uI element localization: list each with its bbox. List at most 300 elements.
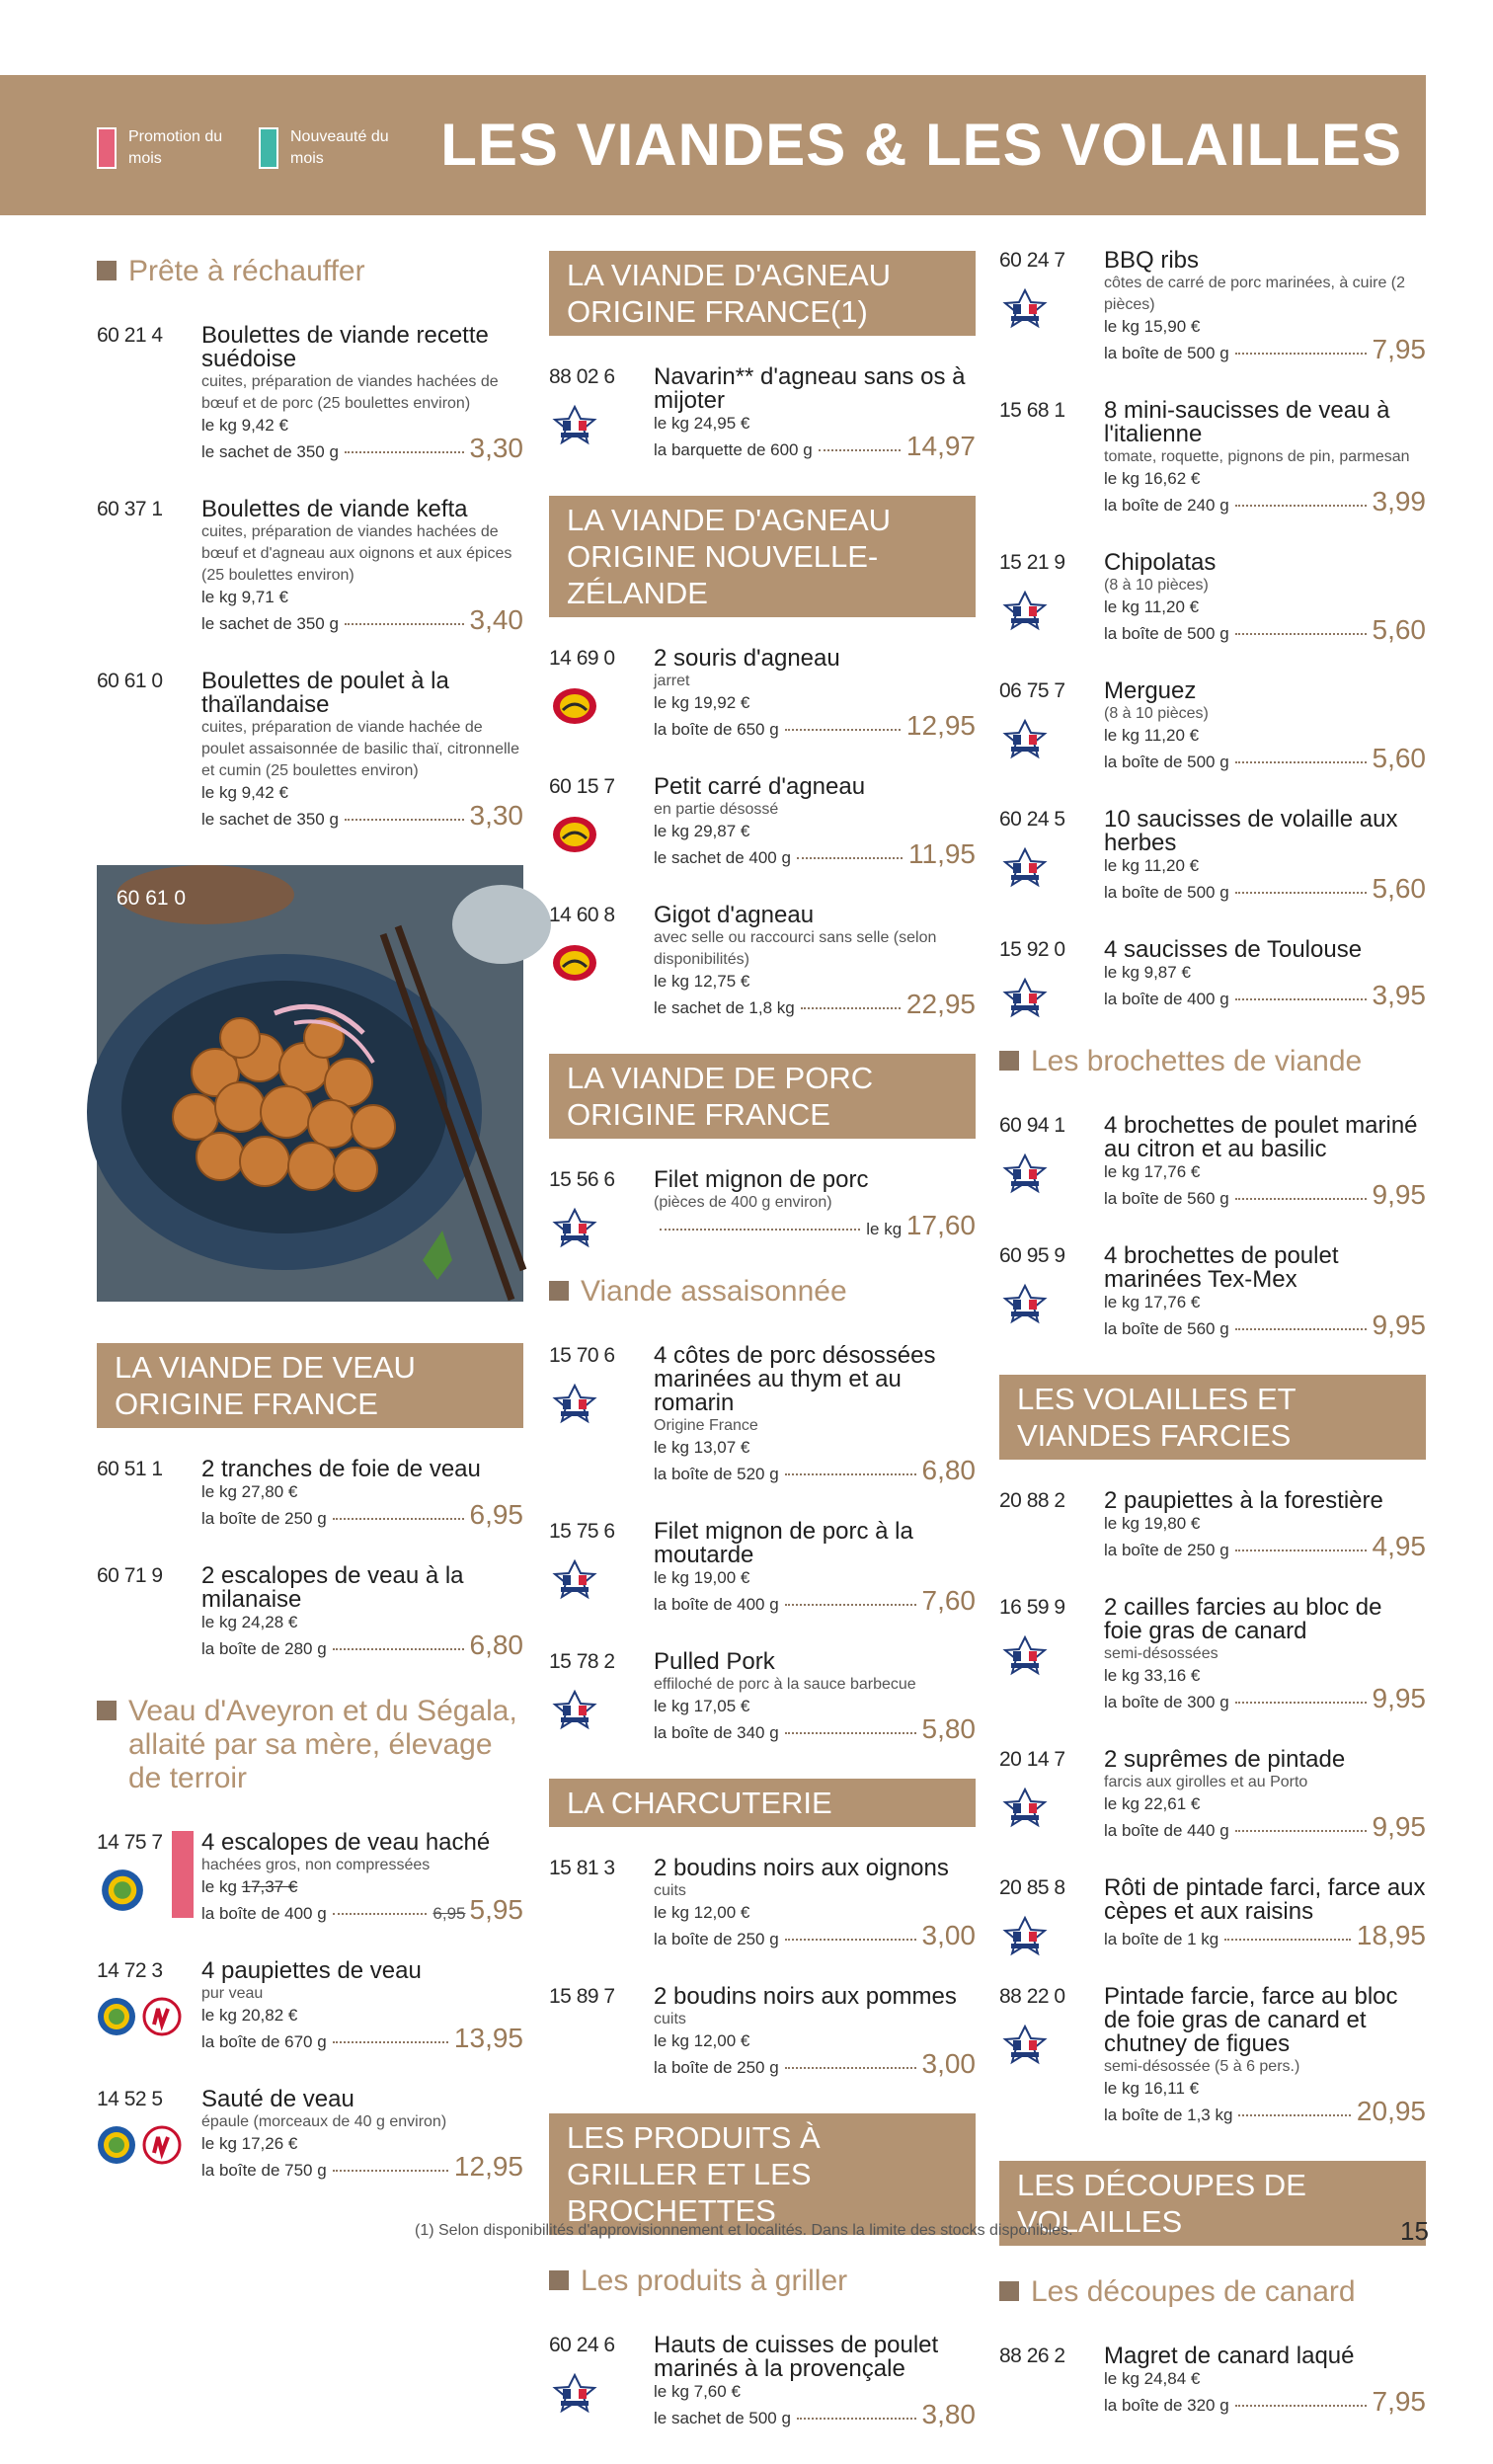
pack-size: la boîte de 400 g <box>1104 990 1229 1008</box>
promotion-swatch <box>97 127 117 169</box>
price: 7,60 <box>921 1585 976 1616</box>
product-code: 15 70 6 <box>549 1344 615 1367</box>
product-item <box>549 1650 976 1745</box>
product-name: 2 cailles farcies au bloc de foie gras de canard <box>1104 1594 1382 1644</box>
product-name: Sauté de veau <box>201 2086 354 2112</box>
price-per-kg: le kg 24,84 € <box>1104 2369 1201 2388</box>
page-number: 15 <box>1400 2216 1429 2246</box>
origin-nz-icon <box>551 813 598 856</box>
column-1 <box>97 255 523 2216</box>
product-desc: en partie désossé <box>654 801 779 818</box>
origin-france-icon <box>1001 1786 1049 1829</box>
price: 12,95 <box>905 710 976 741</box>
price-per-kg: le kg 15,90 € <box>1104 317 1201 336</box>
product-desc: semi-désossées <box>1104 1645 1218 1662</box>
label-europe-icon <box>97 1997 136 2036</box>
product-code: 20 14 7 <box>999 1748 1065 1771</box>
price: 7,95 <box>1372 2386 1426 2417</box>
product-name: 4 brochettes de poulet marinées Tex-Mex <box>1104 1242 1339 1293</box>
origin-france-icon <box>1001 286 1049 330</box>
pack-size: la boîte de 280 g <box>201 1639 327 1658</box>
product-item <box>999 1489 1426 1562</box>
product-item <box>97 1564 523 1661</box>
product-name: Pulled Pork <box>654 1648 775 1675</box>
price: 14,97 <box>905 431 976 461</box>
section-band-charcuterie: LA CHARCUTERIE <box>549 1779 976 1827</box>
section-heading-griller: Les produits à griller <box>549 2265 976 2298</box>
price-per-kg: le kg 9,42 € <box>201 783 288 802</box>
product-name: 2 boudins noirs aux oignons <box>654 1855 949 1881</box>
product-code: 60 94 1 <box>999 1114 1065 1137</box>
product-name: Pintade farcie, farce au bloc de foie gras de canard et chutney de figues <box>1104 1983 1398 2057</box>
new-swatch <box>259 127 278 169</box>
price-row <box>1104 873 1426 905</box>
product-item <box>549 647 976 742</box>
price-per-kg: le kg 16,62 € <box>1104 469 1201 488</box>
product-code: 60 24 6 <box>549 2334 615 2356</box>
product-code: 60 95 9 <box>999 1244 1065 1267</box>
price: 9,95 <box>1372 1811 1426 1842</box>
price-row <box>1104 1531 1426 1562</box>
price-row <box>201 800 523 832</box>
pack-size: la boîte de 500 g <box>1104 344 1229 362</box>
product-code: 88 22 0 <box>999 1985 1065 2008</box>
footnote: (1) Selon disponibilités d'approvisionnement et localités. Dans la limite des stocks disponibles. <box>415 2222 1073 2239</box>
price-row <box>201 2023 523 2054</box>
product-name: Hauts de cuisses de poulet marinés à la provençale <box>654 2332 939 2382</box>
product-desc: farcis aux girolles et au Porto <box>1104 1774 1308 1790</box>
product-desc: avec selle ou raccourci sans selle (selon disponibilités) <box>654 929 937 968</box>
price: 6,80 <box>921 1455 976 1485</box>
product-item <box>999 2345 1426 2418</box>
pack-size: la boîte de 520 g <box>654 1465 779 1483</box>
price: 9,95 <box>1372 1683 1426 1713</box>
product-name: Petit carré d'agneau <box>654 773 866 800</box>
product-name: Boulettes de viande kefta <box>201 496 468 522</box>
product-item <box>999 551 1426 646</box>
price-per-kg: le kg 16,11 € <box>1104 2079 1200 2098</box>
price-row <box>654 989 976 1020</box>
product-name: 2 boudins noirs aux pommes <box>654 1983 957 2010</box>
product-code: 60 51 1 <box>97 1458 163 1480</box>
product-code: 15 21 9 <box>999 551 1065 574</box>
product-desc: Origine France <box>654 1417 758 1434</box>
section-heading-canard: Les découpes de canard <box>999 2275 1426 2309</box>
product-desc: cuites, préparation de viandes hachées de bœuf et de porc (25 boulettes environ) <box>201 373 499 412</box>
product-desc: cuites, préparation de viande hachée de poulet assaisonnée de basilic thaï, citronnelle et cumin (25 boulettes environ) <box>201 719 519 779</box>
legend-promotion <box>97 126 237 170</box>
pack-size: le sachet de 400 g <box>654 848 791 867</box>
price-per-kg: le kg 11,20 € <box>1104 726 1200 745</box>
price-row <box>1104 1920 1426 1951</box>
quality-labels <box>97 2125 182 2165</box>
product-item <box>999 1876 1426 1951</box>
price-per-kg: le kg 11,20 € <box>1104 856 1200 875</box>
product-desc: (8 à 10 pièces) <box>1104 577 1209 594</box>
price: 11,95 <box>908 838 976 869</box>
price-row <box>201 1629 523 1661</box>
product-desc: cuits <box>654 1882 686 1899</box>
price: 9,95 <box>1372 1179 1426 1210</box>
pack-size: la boîte de 500 g <box>1104 753 1229 771</box>
origin-france-icon <box>1001 2023 1049 2066</box>
price: 13,95 <box>453 2023 523 2053</box>
product-desc: (8 à 10 pièces) <box>1104 705 1209 722</box>
price: 3,95 <box>1372 980 1426 1010</box>
price-per-kg: le kg 17,05 € <box>654 1697 750 1715</box>
promotion-marker <box>172 1831 194 1918</box>
pack-size: le sachet de 350 g <box>201 810 339 829</box>
origin-france-icon <box>1001 1914 1049 1957</box>
label-europe-icon <box>99 1868 146 1912</box>
product-item <box>999 1748 1426 1843</box>
price: 18,95 <box>1356 1920 1426 1950</box>
pack-size: la boîte de 500 g <box>1104 624 1229 643</box>
product-code: 15 68 1 <box>999 399 1065 422</box>
product-name: 10 saucisses de volaille aux herbes <box>1104 806 1398 856</box>
price-row <box>654 2399 976 2430</box>
product-code: 20 85 8 <box>999 1876 1065 1899</box>
product-code: 15 81 3 <box>549 1857 615 1879</box>
price: 3,40 <box>469 604 523 635</box>
product-name: Boulettes de poulet à la thaïlandaise <box>201 668 449 718</box>
pack-size: la boîte de 1,3 kg <box>1104 2106 1233 2124</box>
origin-france-icon <box>1001 717 1049 760</box>
product-item <box>999 808 1426 905</box>
product-name: 4 escalopes de veau haché <box>201 1829 491 1856</box>
product-desc: cuits <box>654 2011 686 2027</box>
product-item <box>549 1985 976 2080</box>
pack-size: le kg <box>866 1220 903 1238</box>
price: 3,99 <box>1372 486 1426 517</box>
origin-france-icon <box>551 2371 598 2415</box>
price-row <box>654 431 976 462</box>
price-row <box>654 1455 976 1486</box>
price-row <box>1104 1811 1426 1843</box>
product-item <box>97 670 523 832</box>
product-code: 88 26 2 <box>999 2345 1065 2367</box>
old-price-per-kg: 17,37 € <box>241 1877 298 1896</box>
pack-size: la boîte de 650 g <box>654 720 779 739</box>
price-per-kg: le kg 9,71 € <box>201 588 288 606</box>
product-name: Boulettes de viande recette suédoise <box>201 322 489 372</box>
price: 7,95 <box>1372 334 1426 364</box>
product-item <box>549 1344 976 1486</box>
price: 5,60 <box>1372 743 1426 773</box>
section-heading-prete: Prête à réchauffer <box>97 255 523 288</box>
product-item <box>549 365 976 462</box>
price: 3,00 <box>921 2048 976 2079</box>
origin-nz-icon <box>551 684 598 728</box>
price-row <box>654 710 976 742</box>
product-desc: semi-désossée (5 à 6 pers.) <box>1104 2058 1300 2075</box>
product-code: 15 56 6 <box>549 1168 615 1191</box>
product-item <box>97 1458 523 1531</box>
price: 3,80 <box>921 2399 976 2429</box>
price-row <box>201 2151 523 2183</box>
pack-size: la boîte de 750 g <box>201 2161 327 2180</box>
legend-new-label: Nouveauté du mois <box>290 128 389 167</box>
pack-size: le sachet de 500 g <box>654 2409 791 2427</box>
product-name: 2 tranches de foie de veau <box>201 1456 481 1482</box>
pack-size: la boîte de 250 g <box>1104 1541 1229 1559</box>
price-row <box>1104 980 1426 1011</box>
product-desc: (pièces de 400 g environ) <box>654 1194 832 1211</box>
pack-size: le sachet de 1,8 kg <box>654 998 795 1017</box>
product-code: 15 89 7 <box>549 1985 615 2008</box>
product-item <box>549 1520 976 1617</box>
price-per-kg: le kg 24,95 € <box>654 414 750 433</box>
product-code: 60 37 1 <box>97 498 163 520</box>
price-row <box>654 838 976 870</box>
product-photo <box>97 865 523 1302</box>
section-band-decoupes: LES DÉCOUPES DE VOLAILLES <box>999 2161 1426 2246</box>
section-band-griller: LES PRODUITS À GRILLER ET LES BROCHETTES <box>549 2113 976 2235</box>
price: 5,60 <box>1372 873 1426 904</box>
product-item <box>999 249 1426 365</box>
origin-france-icon <box>551 1382 598 1425</box>
product-code: 14 72 3 <box>97 1959 163 1982</box>
price-per-kg: le kg 24,28 € <box>201 1613 298 1631</box>
price-row <box>201 1499 523 1531</box>
price-row <box>201 433 523 464</box>
pack-size: la boîte de 400 g <box>654 1595 779 1614</box>
old-price: 6,95 <box>432 1904 466 1923</box>
product-item <box>97 324 523 464</box>
photo-code: 60 61 0 <box>117 887 187 910</box>
origin-france-icon <box>1001 589 1049 632</box>
product-name: 2 souris d'agneau <box>654 645 840 672</box>
price-per-kg: le kg 12,00 € <box>654 2031 750 2050</box>
price: 6,80 <box>469 1629 523 1660</box>
price-row <box>1104 1310 1426 1341</box>
product-name: Gigot d'agneau <box>654 902 815 928</box>
product-name: BBQ ribs <box>1104 247 1200 274</box>
price: 3,30 <box>469 433 523 463</box>
product-code: 16 59 9 <box>999 1596 1065 1619</box>
pack-size: le sachet de 350 g <box>201 614 339 633</box>
section-heading-aveyron: Veau d'Aveyron et du Ségala, allaité par sa mère, élevage de terroir <box>97 1695 523 1795</box>
product-desc: hachées gros, non compressées <box>201 1857 431 1873</box>
price-row <box>1104 2096 1426 2127</box>
product-code: 14 60 8 <box>549 904 615 926</box>
price-per-kg: le kg 11,20 € <box>1104 597 1200 616</box>
price-row <box>1104 614 1426 646</box>
price-per-kg: le kg 22,61 € <box>1104 1794 1201 1813</box>
pack-size: la boîte de 250 g <box>654 1930 779 1948</box>
label-rouge-icon <box>142 2125 182 2165</box>
price-row <box>654 1920 976 1951</box>
price: 20,95 <box>1356 2096 1426 2126</box>
pack-size: la boîte de 560 g <box>1104 1319 1229 1338</box>
price: 12,95 <box>453 2151 523 2182</box>
pack-size: la boîte de 240 g <box>1104 496 1229 515</box>
origin-nz-icon <box>551 941 598 985</box>
product-item <box>549 1168 976 1241</box>
section-band-farcies: LES VOLAILLES ET VIANDES FARCIES <box>999 1375 1426 1460</box>
product-item <box>549 775 976 870</box>
product-item-promo <box>97 1831 523 1926</box>
product-name: 2 paupiettes à la forestière <box>1104 1487 1383 1514</box>
price-per-kg: le kg 33,16 € <box>1104 1666 1201 1685</box>
price: 6,95 <box>469 1499 523 1530</box>
price-row <box>1104 1683 1426 1714</box>
legend <box>97 126 399 170</box>
section-band-veau: LA VIANDE DE VEAU ORIGINE FRANCE <box>97 1343 523 1428</box>
product-name: 2 escalopes de veau à la milanaise <box>201 1562 464 1613</box>
product-code: 15 78 2 <box>549 1650 615 1673</box>
price-row <box>1104 2386 1426 2418</box>
price-per-kg: le kg 7,60 € <box>654 2382 741 2401</box>
product-desc: cuites, préparation de viandes hachées de bœuf et d'agneau aux oignons et aux épices (25 boulettes environ) <box>201 523 512 584</box>
price-row <box>1104 486 1426 517</box>
pack-size: la boîte de 300 g <box>1104 1693 1229 1711</box>
pack-size: la boîte de 320 g <box>1104 2396 1229 2415</box>
price: 3,30 <box>469 800 523 831</box>
pack-size: la boîte de 440 g <box>1104 1821 1229 1840</box>
product-item <box>549 2334 976 2430</box>
price-per-kg: le kg 9,42 € <box>201 416 288 435</box>
price-row <box>1104 334 1426 365</box>
product-item <box>549 1857 976 1951</box>
price: 5,80 <box>921 1713 976 1744</box>
product-name: Navarin** d'agneau sans os à mijoter <box>654 363 966 414</box>
pack-size: la boîte de 250 g <box>654 2058 779 2077</box>
pack-size: la boîte de 560 g <box>1104 1189 1229 1208</box>
product-name: 4 saucisses de Toulouse <box>1104 936 1363 963</box>
pack-size: la boîte de 1 kg <box>1104 1930 1219 1948</box>
page-title: LES VIANDES & LES VOLAILLES <box>440 112 1402 178</box>
origin-france-icon <box>551 1688 598 1731</box>
origin-france-icon <box>1001 1152 1049 1195</box>
price-per-kg: le kg 29,87 € <box>654 822 750 840</box>
product-name: Filet mignon de porc <box>654 1166 869 1193</box>
origin-france-icon <box>551 1206 598 1249</box>
price-per-kg: le kg 12,75 € <box>654 972 750 991</box>
product-code: 60 15 7 <box>549 775 615 798</box>
product-code: 15 92 0 <box>999 938 1065 961</box>
product-name: Chipolatas <box>1104 549 1217 576</box>
section-heading-assaisonnee: Viande assaisonnée <box>549 1275 976 1309</box>
product-code: 60 61 0 <box>97 670 163 692</box>
price-row <box>201 1894 523 1926</box>
section-heading-brochettes: Les brochettes de viande <box>999 1045 1426 1078</box>
price-per-kg: le kg 9,87 € <box>1104 963 1191 982</box>
product-item <box>999 1596 1426 1714</box>
product-code: 88 02 6 <box>549 365 615 388</box>
label-europe-icon <box>97 2125 136 2165</box>
product-name: 4 brochettes de poulet mariné au citron et au basilic <box>1104 1112 1418 1162</box>
product-item <box>999 1985 1426 2127</box>
section-band-agneau-nz: LA VIANDE D'AGNEAU ORIGINE NOUVELLE-ZÉLANDE <box>549 496 976 617</box>
price-row <box>654 2048 976 2080</box>
product-code: 06 75 7 <box>999 679 1065 702</box>
product-name: 4 paupiettes de veau <box>201 1957 422 1984</box>
product-name: 8 mini-saucisses de veau à l'italienne <box>1104 397 1390 447</box>
price: 5,95 <box>469 1894 523 1925</box>
product-code: 14 52 5 <box>97 2088 163 2110</box>
pack-size: la boîte de 340 g <box>654 1723 779 1742</box>
legend-new <box>259 126 399 170</box>
pack-size: la boîte de 500 g <box>1104 883 1229 902</box>
meatballs-photo <box>97 865 523 1302</box>
product-code: 20 88 2 <box>999 1489 1065 1512</box>
product-item <box>999 399 1426 517</box>
origin-france-icon <box>1001 1633 1049 1677</box>
price: 5,60 <box>1372 614 1426 645</box>
column-3 <box>999 249 1426 2451</box>
price: 4,95 <box>1372 1531 1426 1561</box>
origin-france-icon <box>1001 1282 1049 1325</box>
quality-labels <box>97 1997 182 2036</box>
product-code: 15 75 6 <box>549 1520 615 1543</box>
product-item <box>549 904 976 1020</box>
product-name: 2 suprêmes de pintade <box>1104 1746 1346 1773</box>
price-per-kg: le kg 13,07 € <box>654 1438 750 1457</box>
legend-promotion-label: Promotion du mois <box>128 128 223 167</box>
section-band-agneau-france: LA VIANDE D'AGNEAU ORIGINE FRANCE(1) <box>549 251 976 336</box>
price-per-kg: le kg 17,26 € <box>201 2134 298 2153</box>
product-name: Filet mignon de porc à la moutarde <box>654 1518 913 1568</box>
origin-france-icon <box>1001 976 1049 1019</box>
product-item <box>999 679 1426 774</box>
product-code: 14 75 7 <box>97 1831 163 1854</box>
origin-france-icon <box>551 1557 598 1601</box>
pack-size: la boîte de 250 g <box>201 1509 327 1528</box>
section-band-porc: LA VIANDE DE PORC ORIGINE FRANCE <box>549 1054 976 1139</box>
price-per-kg: le kg 17,37 € <box>201 1877 298 1896</box>
price: 17,60 <box>905 1210 976 1240</box>
product-code: 60 24 5 <box>999 808 1065 831</box>
price-row <box>654 1713 976 1745</box>
product-desc: pur veau <box>201 1985 264 2002</box>
product-name: Magret de canard laqué <box>1104 2343 1355 2369</box>
product-desc: tomate, roquette, pignons de pin, parmesan <box>1104 448 1410 465</box>
price-per-kg: le kg 17,76 € <box>1104 1293 1201 1311</box>
price-row <box>1104 1179 1426 1211</box>
product-name: 4 côtes de porc désossées marinées au thym et au romarin <box>654 1342 936 1416</box>
product-desc: effiloché de porc à la sauce barbecue <box>654 1676 916 1693</box>
product-item <box>97 2088 523 2183</box>
origin-france-icon <box>551 403 598 446</box>
price-per-kg: le kg 19,00 € <box>654 1568 750 1587</box>
pack-size: le sachet de 350 g <box>201 442 339 461</box>
origin-france-icon <box>1001 845 1049 889</box>
column-2 <box>549 251 976 2464</box>
product-code: 14 69 0 <box>549 647 615 670</box>
price-per-kg: le kg 17,76 € <box>1104 1162 1201 1181</box>
price: 9,95 <box>1372 1310 1426 1340</box>
price-per-kg: le kg 27,80 € <box>201 1482 298 1501</box>
price: 3,00 <box>921 1920 976 1950</box>
pack-size: la boîte de 670 g <box>201 2032 327 2051</box>
product-code: 60 24 7 <box>999 249 1065 272</box>
product-name: Rôti de pintade farci, farce aux cèpes et aux raisins <box>1104 1874 1426 1925</box>
price-row <box>1104 743 1426 774</box>
price-row <box>654 1585 976 1617</box>
product-item <box>97 1959 523 2054</box>
product-code: 60 71 9 <box>97 1564 163 1587</box>
product-desc: côtes de carré de porc marinées, à cuire (2 pièces) <box>1104 275 1406 313</box>
product-item <box>999 1114 1426 1211</box>
price-per-kg: le kg 19,92 € <box>654 693 750 712</box>
product-desc: épaule (morceaux de 40 g environ) <box>201 2113 447 2130</box>
price-per-kg: le kg 20,82 € <box>201 2006 298 2025</box>
product-item <box>999 938 1426 1011</box>
product-item <box>999 1244 1426 1341</box>
product-code: 60 21 4 <box>97 324 163 347</box>
product-name: Merguez <box>1104 677 1197 704</box>
